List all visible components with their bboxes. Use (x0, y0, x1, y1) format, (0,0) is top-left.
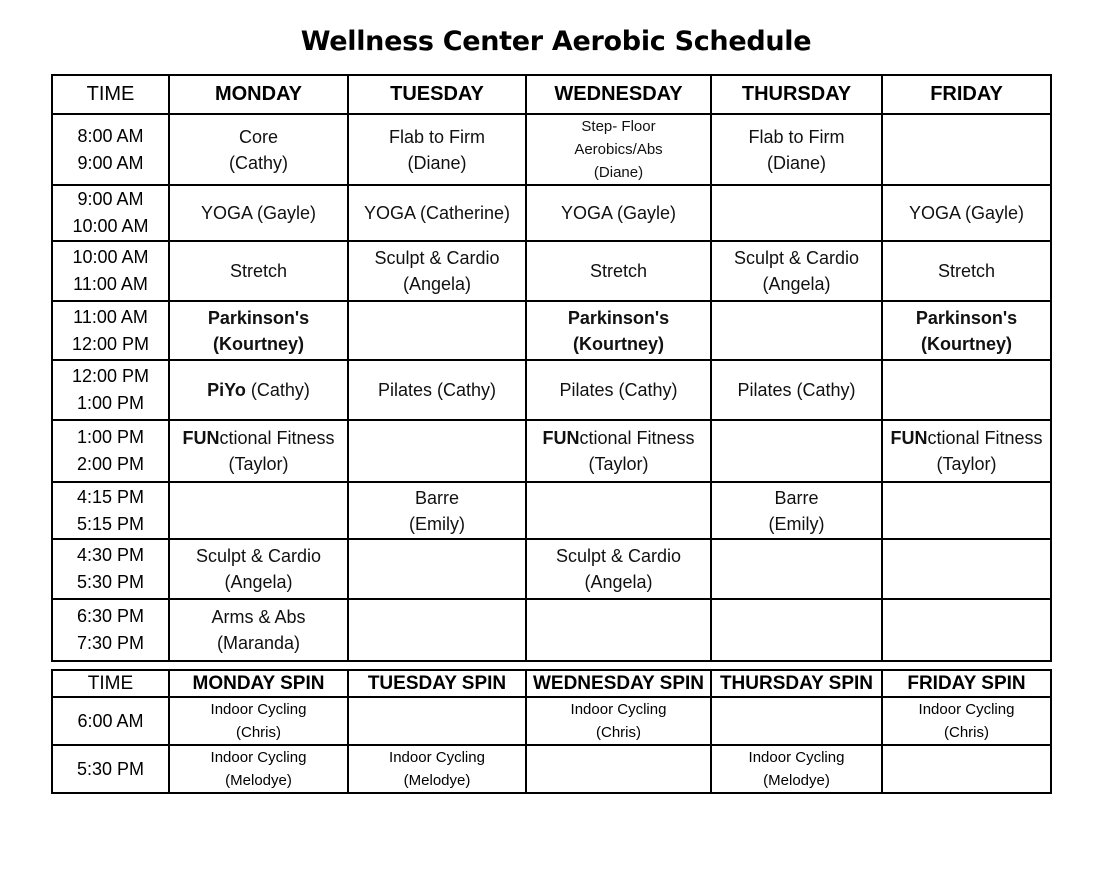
class-cell (882, 360, 1051, 420)
class-cell (711, 301, 882, 360)
instructor-name: (Cathy) (228, 152, 288, 173)
class-name: YOGA (Gayle) (908, 203, 1025, 223)
spin-class-cell (711, 745, 882, 793)
class-name-bold: FUN (182, 428, 220, 448)
instructor-name: (Kourtney) (213, 333, 304, 354)
spin-day-column-header: WEDNESDAY SPIN (526, 670, 711, 697)
time-slot-cell (52, 420, 169, 482)
spin-time-column-header: TIME (52, 670, 169, 697)
class-cell (882, 539, 1051, 599)
class-cell (348, 539, 526, 599)
class-cell (526, 241, 711, 301)
class-name: YOGA (Gayle) (560, 203, 677, 223)
start-time: 8:00 AM (77, 125, 144, 146)
table-row (52, 697, 1051, 745)
table-row (52, 599, 1051, 661)
day-column-header: MONDAY (169, 75, 348, 114)
start-time: 9:00 AM (77, 189, 144, 209)
class-cell (526, 482, 711, 539)
spin-class-cell (348, 697, 526, 745)
spin-class-cell (526, 697, 711, 745)
class-cell (711, 420, 882, 482)
end-time: 12:00 PM (71, 333, 150, 354)
class-name: Flab to Firm (388, 126, 485, 147)
class-cell (882, 114, 1051, 185)
instructor-name: (Angela) (224, 572, 293, 592)
instructor-name: (Melodye) (225, 772, 292, 789)
spin-schedule-body (52, 697, 1051, 793)
end-time: 11:00 AM (73, 274, 148, 294)
instructor-name: (Diane) (407, 152, 467, 173)
time-slot-cell (52, 599, 169, 661)
class-name-rest: ctional Fitness (219, 428, 335, 448)
start-time: 11:00 AM (73, 306, 148, 327)
class-cell (882, 185, 1051, 241)
start-time: 1:00 PM (76, 427, 145, 447)
instructor-name: (Taylor) (588, 454, 649, 474)
table-row (52, 301, 1051, 360)
start-time: 12:00 PM (71, 366, 150, 386)
instructor-name: (Kourtney) (921, 333, 1012, 354)
spin-class-cell (711, 697, 882, 745)
class-name: Step- Floor (581, 118, 656, 135)
instructor-name: (Angela) (762, 274, 831, 294)
class-name: Pilates (Cathy) (737, 380, 856, 400)
class-cell (882, 420, 1051, 482)
class-cell (169, 185, 348, 241)
class-cell (711, 114, 882, 185)
time-slot-cell (52, 114, 169, 185)
class-cell (169, 360, 348, 420)
day-column-header: WEDNESDAY (526, 75, 711, 114)
class-cell (711, 185, 882, 241)
time-slot-cell (52, 301, 169, 360)
time-slot-cell (52, 482, 169, 539)
class-name-bold: FUN (542, 428, 580, 448)
class-cell (711, 482, 882, 539)
spin-class-cell (169, 745, 348, 793)
start-time: 4:30 PM (76, 545, 145, 565)
schedule-title: Wellness Center Aerobic Schedule (300, 26, 812, 57)
day-column-header: THURSDAY (711, 75, 882, 114)
time-slot-cell (52, 241, 169, 301)
spin-schedule-table (51, 669, 1052, 794)
class-cell (348, 482, 526, 539)
spin-header-row (52, 670, 1051, 697)
class-name-bold: PiYo (207, 380, 246, 400)
class-name: Pilates (Cathy) (559, 380, 678, 400)
spin-class-cell (882, 697, 1051, 745)
class-cell (348, 599, 526, 661)
class-cell (348, 185, 526, 241)
day-column-header: FRIDAY (882, 75, 1051, 114)
table-row (52, 420, 1051, 482)
class-name: YOGA (Catherine) (363, 203, 511, 223)
start-time: 10:00 AM (72, 247, 149, 267)
instructor-name: (Emily) (409, 513, 465, 534)
class-name: Indoor Cycling (389, 749, 485, 766)
class-name: Flab to Firm (748, 126, 845, 147)
table-row (52, 241, 1051, 301)
class-name: Stretch (937, 261, 996, 281)
spin-class-cell (882, 745, 1051, 793)
class-name: Stretch (589, 261, 648, 281)
class-name (527, 425, 710, 451)
class-name-rest: (Cathy) (245, 380, 310, 400)
class-cell (169, 301, 348, 360)
spin-day-column-header: MONDAY SPIN (169, 670, 348, 697)
class-name: Sculpt & Cardio (195, 546, 322, 566)
end-time: 9:00 AM (77, 152, 144, 173)
class-cell (348, 301, 526, 360)
instructor-name: (Melodye) (403, 772, 471, 789)
class-cell (882, 482, 1051, 539)
class-cell (169, 114, 348, 185)
class-name: Parkinson's (207, 307, 310, 328)
class-name: Parkinson's (915, 307, 1018, 328)
class-name: Parkinson's (567, 307, 670, 328)
class-cell (711, 360, 882, 420)
time-column-header: TIME (52, 75, 169, 114)
aerobic-schedule-table (51, 74, 1052, 662)
class-name: Stretch (229, 261, 288, 281)
class-cell (169, 599, 348, 661)
start-time: 4:15 PM (76, 486, 145, 507)
class-cell (882, 241, 1051, 301)
class-cell (526, 360, 711, 420)
end-time: 5:15 PM (76, 513, 145, 534)
instructor-name: (Maranda) (216, 633, 301, 653)
time-slot-cell (52, 360, 169, 420)
instructor-name: (Chris) (236, 724, 281, 741)
spin-day-column-header: TUESDAY SPIN (348, 670, 526, 697)
end-time: 7:30 PM (76, 633, 145, 653)
spin-time-cell: 5:30 PM (52, 745, 169, 793)
class-name: Pilates (Cathy) (377, 380, 497, 400)
instructor-name: (Chris) (596, 724, 641, 741)
class-name: Indoor Cycling (210, 749, 307, 766)
table-row (52, 185, 1051, 241)
end-time: 2:00 PM (76, 454, 145, 474)
table-row (52, 360, 1051, 420)
spin-class-cell (169, 697, 348, 745)
day-column-header: TUESDAY (348, 75, 526, 114)
class-cell (711, 599, 882, 661)
class-cell (526, 599, 711, 661)
end-time: 1:00 PM (76, 393, 145, 413)
class-cell (526, 301, 711, 360)
class-cell (348, 241, 526, 301)
class-name: YOGA (Gayle) (200, 203, 317, 223)
class-name: Barre (774, 487, 819, 508)
class-cell (882, 599, 1051, 661)
class-name: Barre (414, 487, 459, 508)
class-cell (526, 420, 711, 482)
class-cell (526, 539, 711, 599)
start-time: 6:30 PM (76, 606, 145, 626)
class-cell (526, 114, 711, 185)
class-cell (711, 241, 882, 301)
class-name: Core (238, 126, 278, 147)
class-name: Sculpt & Cardio (374, 248, 500, 268)
class-name-bold: FUN (890, 428, 928, 448)
table-row (52, 114, 1051, 185)
class-cell (169, 420, 348, 482)
table-row (52, 745, 1051, 793)
instructor-name: (Angela) (402, 274, 472, 294)
time-slot-cell (52, 185, 169, 241)
class-cell (526, 185, 711, 241)
instructor-name: (Emily) (768, 513, 825, 534)
class-name-rest: ctional Fitness (579, 428, 695, 448)
class-cell (169, 241, 348, 301)
time-slot-cell (52, 539, 169, 599)
table-row (52, 539, 1051, 599)
end-time: 10:00 AM (72, 216, 149, 236)
class-line: Aerobics/Abs (574, 141, 663, 158)
class-cell (169, 482, 348, 539)
class-name: Indoor Cycling (210, 701, 307, 718)
class-name: Sculpt & Cardio (555, 546, 682, 566)
class-name: Indoor Cycling (748, 749, 845, 766)
spin-day-column-header: THURSDAY SPIN (711, 670, 882, 697)
end-time: 5:30 PM (76, 572, 145, 592)
spin-day-column-header: FRIDAY SPIN (882, 670, 1051, 697)
class-name: Indoor Cycling (570, 701, 667, 718)
class-cell (348, 420, 526, 482)
header-row (52, 75, 1051, 114)
class-name (170, 425, 347, 451)
class-cell (711, 539, 882, 599)
instructor-name: (Taylor) (936, 454, 997, 474)
class-name: Indoor Cycling (918, 701, 1015, 718)
class-name (170, 377, 347, 403)
class-name-rest: ctional Fitness (927, 428, 1043, 448)
class-line: (Diane) (593, 164, 644, 181)
table-row (52, 482, 1051, 539)
class-cell (348, 114, 526, 185)
instructor-name: (Taylor) (228, 454, 289, 474)
spin-class-cell (526, 745, 711, 793)
class-cell (348, 360, 526, 420)
instructor-name: (Chris) (944, 724, 989, 741)
spin-time-cell: 6:00 AM (52, 697, 169, 745)
class-cell (169, 539, 348, 599)
instructor-name: (Kourtney) (573, 333, 664, 354)
instructor-name: (Melodye) (763, 772, 830, 789)
class-cell (882, 301, 1051, 360)
spin-class-cell (348, 745, 526, 793)
instructor-name: (Diane) (766, 152, 827, 173)
class-name (883, 425, 1050, 451)
class-name: Sculpt & Cardio (733, 248, 860, 268)
schedule-body (52, 114, 1051, 661)
instructor-name: (Angela) (584, 572, 653, 592)
class-name: Arms & Abs (211, 607, 306, 627)
